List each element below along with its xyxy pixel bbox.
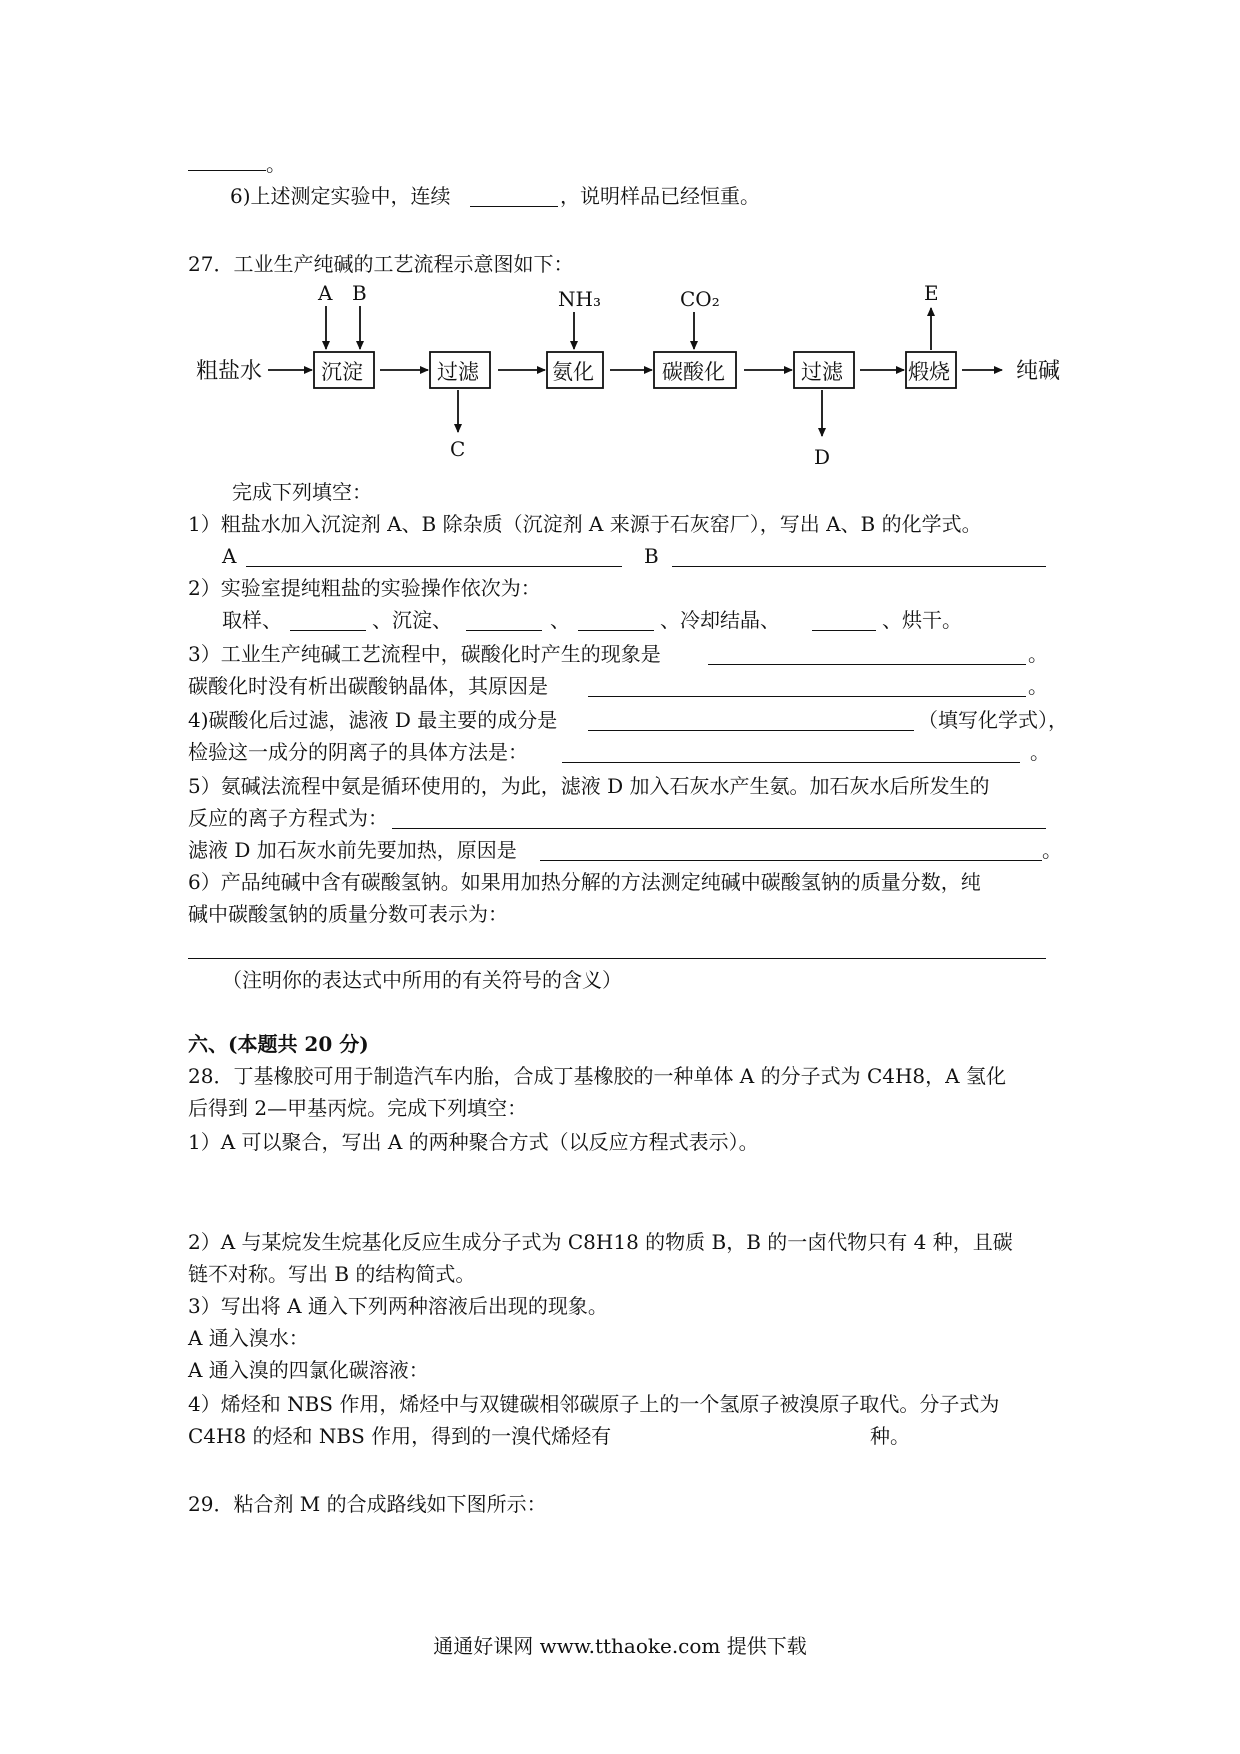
flow-start: 粗盐水 (196, 359, 263, 384)
flow-input-nh3: NH₃ (558, 287, 601, 311)
q28-s2a: 2）A 与某烷发生烷基化反应生成分子式为 C8H18 的物质 B，B 的一卤代物只有 4 种，且碳 (188, 1230, 1013, 1254)
q27-s4b: 检验这一成分的阴离子的具体方法是： (188, 740, 528, 764)
q27-s5c: 滤液 D 加石灰水前先要加热，原因是 (188, 838, 517, 862)
q27-s3a: 3）工业生产纯碱工艺流程中，碳酸化时产生的现象是 (188, 642, 661, 666)
page-footer: 通通好课网 www.tthaoke.com 提供下载 (433, 1634, 807, 1658)
q27-s1-b-label: B (644, 544, 659, 568)
answer-blank[interactable] (540, 860, 1042, 861)
answer-blank[interactable] (392, 828, 1046, 829)
q27-s5a: 5）氨碱法流程中氨是循环使用的，为此，滤液 D 加入石灰水产生氨。加石灰水后所发生的 (188, 774, 990, 798)
prev-end-mark: 。 (266, 152, 286, 176)
q27-s4a-end: （填写化学式）， (918, 708, 1068, 732)
q27-s2: 2）实验室提纯粗盐的实验操作依次为： (188, 576, 541, 600)
flow-output-e: E (924, 281, 939, 305)
process-flow-diagram (0, 0, 1240, 480)
q28-s3a: A 通入溴水： (188, 1326, 309, 1350)
flow-end: 纯碱 (1016, 359, 1061, 384)
flow-step-filter-1: 过滤 (437, 360, 479, 384)
q27-intro: 完成下列填空： (232, 480, 372, 504)
q27-s2-part: 、烘干。 (882, 608, 962, 632)
q28-stem-1: 28．丁基橡胶可用于制造汽车内胎，合成丁基橡胶的一种单体 A 的分子式为 C4H8，A 氢化 (188, 1064, 1006, 1088)
q27-s3a-end: 。 (1028, 642, 1048, 666)
q28-s2b: 链不对称。写出 B 的结构简式。 (188, 1262, 476, 1286)
q28-s4a: 4）烯烃和 NBS 作用，烯烃中与双键碳相邻碳原子上的一个氢原子被溴原子取代。分子式为 (188, 1392, 1000, 1416)
q27-s1: 1）粗盐水加入沉淀剂 A、B 除杂质（沉淀剂 A 来源于石灰窑厂），写出 A、B 的化学式。 (188, 512, 982, 536)
q27-s3b-end: 。 (1028, 674, 1048, 698)
answer-blank[interactable] (588, 730, 914, 731)
q27-s2-part: 、沉淀、 (372, 608, 452, 632)
prev-item6-text: 6)上述测定实验中，连续 (230, 184, 451, 208)
q28-stem-2: 后得到 2—甲基丙烷。完成下列填空： (188, 1096, 528, 1120)
flow-step-carbonate: 碳酸化 (662, 360, 725, 384)
q28-s1: 1）A 可以聚合，写出 A 的两种聚合方式（以反应方程式表示）。 (188, 1130, 759, 1154)
flow-step-precipitate: 沉淀 (321, 360, 363, 384)
q27-s4a: 4)碳酸化后过滤，滤液 D 最主要的成分是 (188, 708, 558, 732)
answer-blank-a[interactable] (246, 566, 622, 567)
flow-input-co2: CO₂ (680, 287, 720, 311)
q27-s5b: 反应的离子方程式为： (188, 806, 388, 830)
flow-step-filter-2: 过滤 (801, 360, 843, 384)
q27-s2-part: 取样、 (222, 608, 282, 632)
q27-s6a: 6）产品纯碱中含有碳酸氢钠。如果用加热分解的方法测定纯碱中碳酸氢钠的质量分数，纯 (188, 870, 981, 894)
q27-s6b: 碱中碳酸氢钠的质量分数可表示为： (188, 902, 508, 926)
answer-blank[interactable] (812, 630, 876, 631)
flow-step-ammoniate: 氨化 (552, 360, 594, 384)
flow-step-calcine: 煅烧 (908, 360, 950, 384)
prev-item6-text-end: ，说明样品已经恒重。 (560, 184, 760, 208)
answer-blank[interactable] (578, 630, 654, 631)
q27-s2-part: 、冷却结晶、 (660, 608, 780, 632)
answer-blank[interactable] (562, 762, 1020, 763)
answer-blank[interactable] (188, 958, 1046, 959)
answer-blank[interactable] (588, 696, 1026, 697)
answer-blank[interactable] (708, 664, 1026, 665)
q28-s3: 3）写出将 A 通入下列两种溶液后出现的现象。 (188, 1294, 608, 1318)
flow-output-c: C (450, 437, 466, 461)
q27-s4b-end: 。 (1030, 740, 1050, 764)
flow-input-a: A (318, 281, 333, 305)
q27-s6-note: （注明你的表达式中所用的有关符号的含义） (222, 968, 622, 992)
q28-s3b: A 通入溴的四氯化碳溶液： (188, 1358, 429, 1382)
flow-input-b: B (352, 281, 367, 305)
q29-stem: 29．粘合剂 M 的合成路线如下图所示： (188, 1492, 547, 1516)
answer-blank[interactable] (466, 630, 542, 631)
answer-blank-b[interactable] (672, 566, 1046, 567)
section-title: 六、(本题共 20 分) (188, 1032, 369, 1056)
flow-output-d: D (814, 445, 831, 469)
q27-stem: 27．工业生产纯碱的工艺流程示意图如下： (188, 252, 574, 276)
q28-s4b-end: 种。 (870, 1424, 910, 1448)
answer-blank[interactable] (290, 630, 366, 631)
q27-s5c-end: 。 (1042, 838, 1062, 862)
q27-s1-a-label: A (222, 544, 237, 568)
q27-s2-part: 、 (550, 608, 570, 632)
q28-s4b: C4H8 的烃和 NBS 作用，得到的一溴代烯烃有 (188, 1424, 612, 1448)
q27-s3b: 碳酸化时没有析出碳酸钠晶体，其原因是 (188, 674, 548, 698)
